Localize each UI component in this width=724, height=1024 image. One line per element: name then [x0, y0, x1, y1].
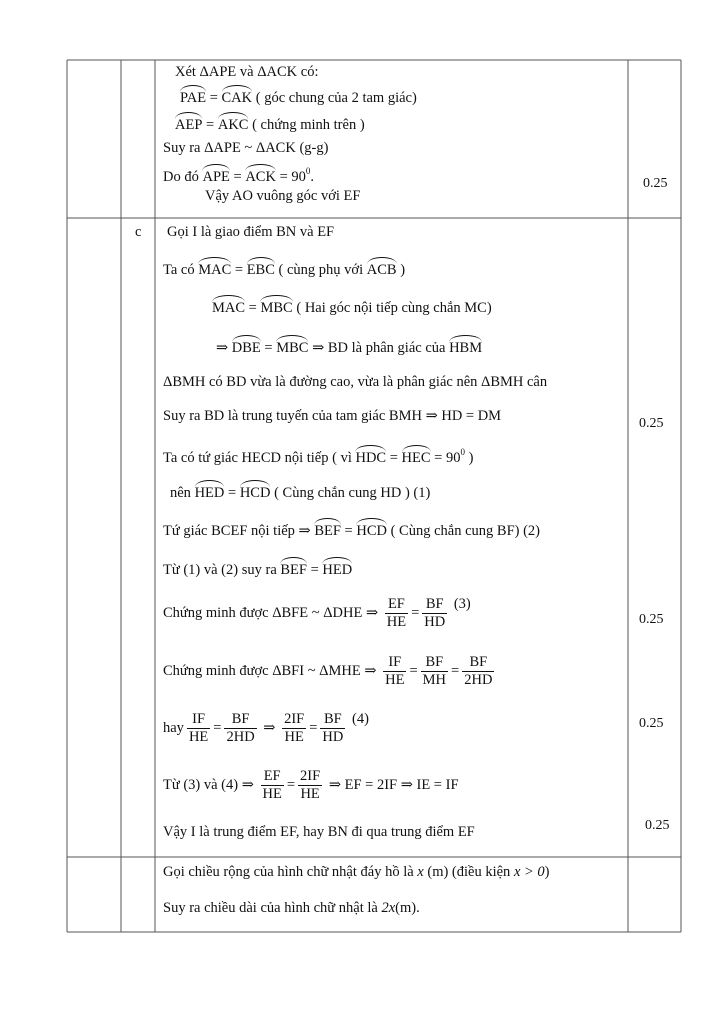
score-c-3: 0.25: [639, 716, 664, 731]
score-c-2: 0.25: [639, 612, 664, 627]
part-c-line-2: Ta có MAC = EBC ( cùng phụ với ACB ): [163, 262, 406, 278]
part-c-line-5: ΔBMH có BD vừa là đường cao, vừa là phân giác nên ΔBMH cân: [163, 374, 548, 390]
part-c-line-14: Từ (3) và (4) ⇒ $\frac{EF}{HE}$ = $\frac{2IF}{HE}$ ⇒ EF = 2IF ⇒ IE = IF: [163, 768, 459, 802]
next-line-1: Gọi chiều rộng của hình chữ nhật đáy hồ là x (m) (điều kiện x > 0): [163, 864, 550, 880]
part-c-line-4: ⇒ DBE = MBC ⇒ BD là phân giác của HBM: [216, 340, 483, 356]
part-c-line-9: Tứ giác BCEF nội tiếp ⇒ BEF = HCD ( Cùng chắn cung BF) (2): [163, 523, 540, 539]
part-c-line-10: Từ (1) và (2) suy ra BEF = HED: [163, 562, 353, 578]
next-line-2: Suy ra chiều dài của hình chữ nhật là 2x(m).: [163, 900, 420, 916]
score-b: 0.25: [643, 176, 668, 191]
part-b-line-3: AEP = AKC ( chứng minh trên ): [175, 117, 365, 133]
part-c-line-12: Chứng minh được ΔBFI ~ ΔMHE ⇒ $\frac{IF}{HE}$ = $\frac{BF}{MH}$ = $\frac{BF}{2HD}$: [163, 654, 493, 688]
part-c-line-15: Vậy I là trung điểm EF, hay BN đi qua trung điểm EF: [163, 824, 475, 840]
part-b-line-2: PAE = CAK ( góc chung của 2 tam giác): [180, 90, 417, 106]
part-c-line-13: hay $\frac{IF}{HE}$ = $\frac{BF}{2HD}$ ⇒ $\frac{2IF}{HE}$ = $\frac{BF}{HD}$ (4): [163, 711, 369, 746]
part-c-line-7: Ta có tứ giác HECD nội tiếp ( vì HDC = HEC = $90^0$ ): [163, 447, 474, 466]
part-c-line-11: Chứng minh được ΔBFE ~ ΔDHE ⇒ $\frac{EF}{HE}$ = $\frac{BF}{HD}$ (3): [163, 596, 471, 631]
part-b-line-5: Do đó APE = ACK = $90^0$.: [163, 166, 315, 185]
score-c-1: 0.25: [639, 416, 664, 431]
part-c-line-3: MAC = MBC ( Hai góc nội tiếp cùng chắn MC): [212, 300, 492, 316]
part-b-line-6: Vậy AO vuông góc với EF: [205, 188, 361, 204]
part-c-line-8: nên HED = HCD ( Cùng chắn cung HD ) (1): [170, 485, 431, 501]
part-c-label: c: [135, 224, 142, 240]
part-c-line-1: Gọi I là giao điểm BN và EF: [167, 224, 335, 240]
part-b-line-1: Xét ΔAPE và ΔACK có:: [175, 64, 319, 80]
part-c-line-6: Suy ra BD là trung tuyến của tam giác BMH ⇒ HD = DM: [163, 408, 502, 424]
part-b-line-4: Suy ra ΔAPE ~ ΔACK (g-g): [163, 140, 329, 156]
score-c-4: 0.25: [645, 818, 670, 833]
